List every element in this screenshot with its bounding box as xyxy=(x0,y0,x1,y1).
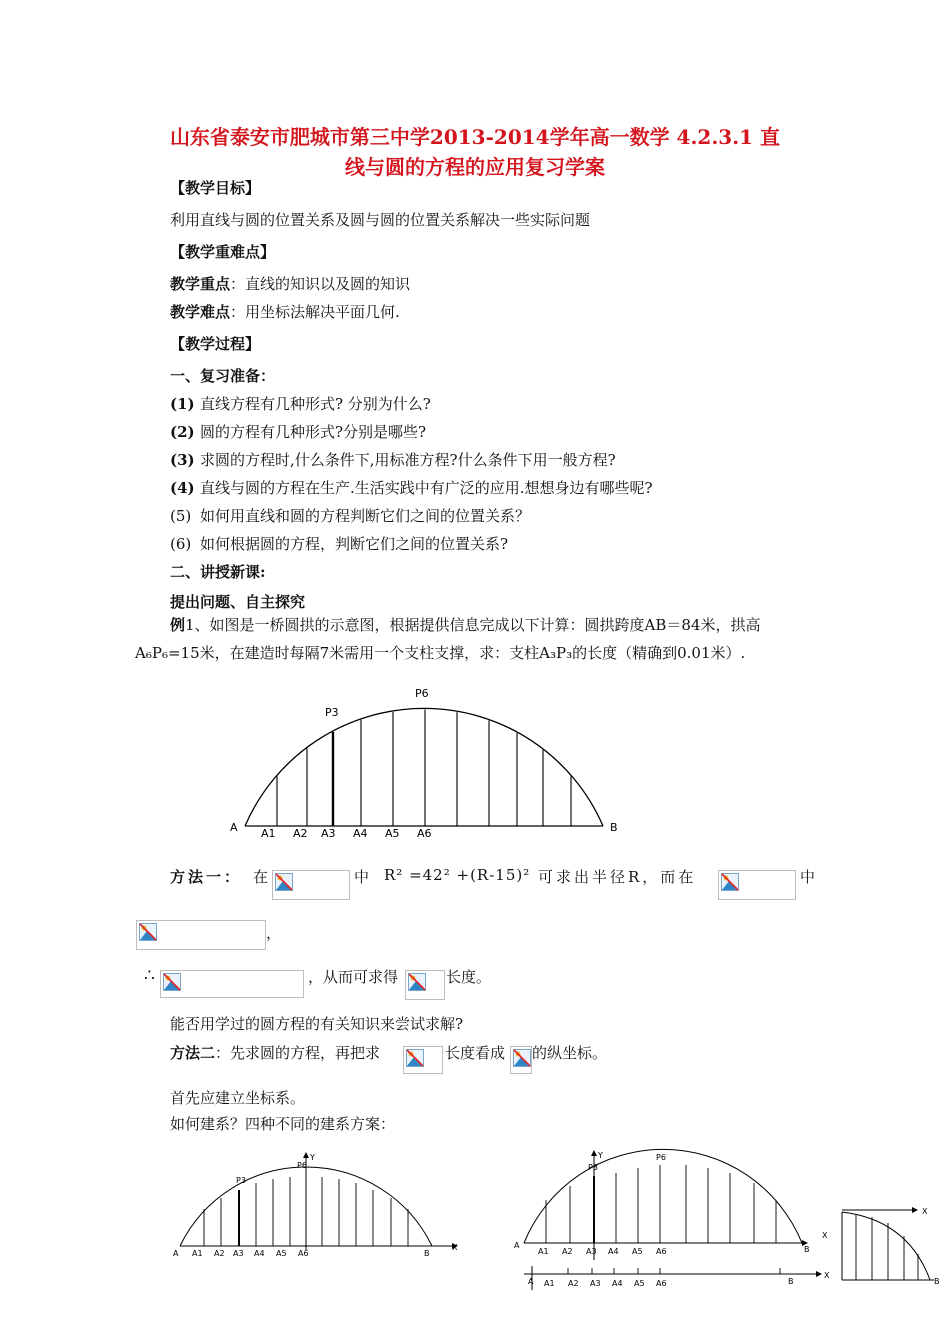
image-placeholder xyxy=(405,970,445,1000)
question-number: (4) xyxy=(170,479,195,497)
s1-label-A4: A4 xyxy=(254,1249,265,1258)
process-heading: 【教学过程】 xyxy=(170,335,261,353)
s2-label-Y: Y xyxy=(598,1151,603,1160)
broken-image-icon xyxy=(513,1049,531,1067)
how-build-text: 如何建系？四种不同的建系方案： xyxy=(170,1115,396,1133)
broken-image-icon xyxy=(163,973,181,991)
review-question xyxy=(170,422,426,442)
key-text: ：直线的知识以及圆的知识 xyxy=(230,275,411,293)
s2-label-A5: A5 xyxy=(632,1247,643,1256)
s1-label-A6: A6 xyxy=(298,1249,309,1258)
method1-row xyxy=(170,866,242,887)
s2-label-B: B xyxy=(804,1245,810,1254)
method2-mid: 长度看成 xyxy=(445,1044,506,1062)
review-question xyxy=(170,450,616,470)
method2-text: ：先求圆的方程，再把求 xyxy=(215,1044,381,1062)
diff-text: ：用坐标法解决平面几何. xyxy=(230,303,400,321)
subsection-heading: 提出问题、自主探究 xyxy=(170,593,306,611)
example-1 xyxy=(135,611,815,667)
image-placeholder xyxy=(510,1046,532,1074)
question-text: 求圆的方程时,什么条件下,用标准方程?什么条件下用一般方程? xyxy=(200,451,616,469)
s2-label-X: X xyxy=(822,1231,828,1240)
image-placeholder xyxy=(403,1046,443,1074)
s4-label-B: B xyxy=(934,1277,940,1286)
method1-in: 在 xyxy=(253,868,269,886)
conclude-text: ，从而可求得 xyxy=(308,968,399,986)
build-axes-text: 首先应建立坐标系。 xyxy=(170,1089,306,1107)
s1-label-A3: A3 xyxy=(233,1249,244,1258)
question-text: 如何用直线和圆的方程判断它们之间的位置关系？ xyxy=(200,507,531,525)
question-text: 圆的方程有几种形式?分别是哪些? xyxy=(200,423,427,441)
scheme1-diagram xyxy=(170,1150,470,1262)
scheme4-diagram xyxy=(838,1198,948,1288)
diff-label: 教学难点 xyxy=(170,303,231,321)
key-heading: 【教学重难点】 xyxy=(170,243,276,261)
method1-equation: R² =42² +(R-15)² xyxy=(384,866,531,884)
method1-mid: 中 xyxy=(354,868,370,886)
question-number: (5) xyxy=(170,507,192,525)
label-A6: A6 xyxy=(417,827,432,840)
s1-label-P3: P3 xyxy=(236,1176,246,1185)
method2-row xyxy=(170,1042,380,1063)
example-text: 1、如图是一桥圆拱的示意图，根据提供信息完成以下计算：圆拱跨度AB＝84米，拱高A₆P₆=15米，在建造时每隔7米需用一个支柱支撑，求：支柱A₃P₃的长度（精确到0.01米）. xyxy=(135,616,761,662)
s3-label-A4: A4 xyxy=(612,1279,623,1288)
example-label: 例 xyxy=(170,616,186,634)
label-B: B xyxy=(610,821,618,834)
broken-image-icon xyxy=(408,973,426,991)
s1-label-X: X xyxy=(452,1243,458,1252)
method2-label: 方法二 xyxy=(170,1044,216,1062)
method1-colon: ： xyxy=(224,868,243,886)
s1-label-A: A xyxy=(173,1249,179,1258)
review-question xyxy=(170,478,653,498)
difficulty-point xyxy=(170,302,400,322)
section-new-lesson: 二、讲授新课: xyxy=(170,563,266,581)
question-number: (2) xyxy=(170,423,195,441)
question-text: 如何根据圆的方程，判断它们之间的位置关系? xyxy=(200,535,509,553)
s1-label-Y: Y xyxy=(310,1153,315,1162)
review-question xyxy=(170,534,508,554)
method1-label: 方法一 xyxy=(170,868,225,886)
label-A3: A3 xyxy=(321,827,336,840)
method1-tail: 可求出半径R，而在 xyxy=(538,868,697,886)
s2-label-A2: A2 xyxy=(562,1247,573,1256)
bridge-arch-diagram xyxy=(225,680,635,845)
key-label: 教学重点 xyxy=(170,275,231,293)
review-question xyxy=(170,506,530,526)
method1-end: 中 xyxy=(800,868,816,886)
s1-label-A1: A1 xyxy=(192,1249,203,1258)
s2-label-P3: P3 xyxy=(588,1163,598,1172)
s1-label-B: B xyxy=(424,1249,430,1258)
question-text: 直线与圆的方程在生产.生活实践中有广泛的应用.想想身边有哪些呢? xyxy=(200,479,653,497)
question-circle-method: 能否用学过的圆方程的有关知识来尝试求解? xyxy=(170,1015,464,1033)
goal-heading: 【教学目标】 xyxy=(170,179,261,197)
label-A1: A1 xyxy=(261,827,276,840)
s2-label-A: A xyxy=(514,1241,520,1250)
s1-label-A5: A5 xyxy=(276,1249,287,1258)
document-title-line1: 山东省泰安市肥城市第三中学2013-2014学年高一数学 4.2.3.1 直 xyxy=(169,125,781,149)
method2-end: 的纵坐标。 xyxy=(532,1044,608,1062)
question-number: (6) xyxy=(170,535,192,553)
s3-label-A: A xyxy=(528,1277,534,1286)
broken-image-icon xyxy=(721,873,739,891)
question-number: (3) xyxy=(170,451,195,469)
label-A4: A4 xyxy=(353,827,368,840)
s3-label-B: B xyxy=(788,1277,794,1286)
s3-label-A2: A2 xyxy=(568,1279,579,1288)
s2-label-A4: A4 xyxy=(608,1247,619,1256)
s3-label-A1: A1 xyxy=(544,1279,555,1288)
broken-image-icon xyxy=(406,1049,424,1067)
label-P3: P3 xyxy=(325,706,339,719)
s3-label-A6: A6 xyxy=(656,1279,667,1288)
question-number: (1) xyxy=(170,395,195,413)
s2-label-P6: P6 xyxy=(656,1153,666,1162)
label-A: A xyxy=(230,821,238,834)
s3-label-A5: A5 xyxy=(634,1279,645,1288)
s3-label-A3: A3 xyxy=(590,1279,601,1288)
length-word: 长度。 xyxy=(446,968,492,986)
therefore-symbol: ∴ xyxy=(144,966,155,986)
comma: ， xyxy=(266,924,282,942)
s2-label-A3: A3 xyxy=(586,1247,597,1256)
goal-text: 利用直线与圆的位置关系及圆与圆的位置关系解决一些实际问题 xyxy=(170,211,591,229)
s3-label-X: X xyxy=(824,1271,830,1280)
label-A2: A2 xyxy=(293,827,308,840)
label-P6: P6 xyxy=(415,687,429,700)
section-review: 一、复习准备： xyxy=(170,367,276,385)
image-placeholder xyxy=(718,870,796,900)
s1-label-P6: P6 xyxy=(297,1161,307,1170)
key-point xyxy=(170,274,410,294)
scheme2-diagram xyxy=(510,1148,835,1292)
broken-image-icon xyxy=(275,873,293,891)
image-placeholder xyxy=(160,970,304,998)
review-question xyxy=(170,394,431,414)
question-text: 直线方程有几种形式? 分别为什么? xyxy=(200,395,431,413)
image-placeholder xyxy=(136,920,266,950)
s2-label-A6: A6 xyxy=(656,1247,667,1256)
s2-label-A1: A1 xyxy=(538,1247,549,1256)
s1-label-A2: A2 xyxy=(214,1249,225,1258)
s4-label-X: X xyxy=(922,1207,928,1216)
image-placeholder xyxy=(272,870,350,900)
broken-image-icon xyxy=(139,923,157,941)
document-title-line2: 线与圆的方程的应用复习学案 xyxy=(345,155,605,179)
label-A5: A5 xyxy=(385,827,400,840)
